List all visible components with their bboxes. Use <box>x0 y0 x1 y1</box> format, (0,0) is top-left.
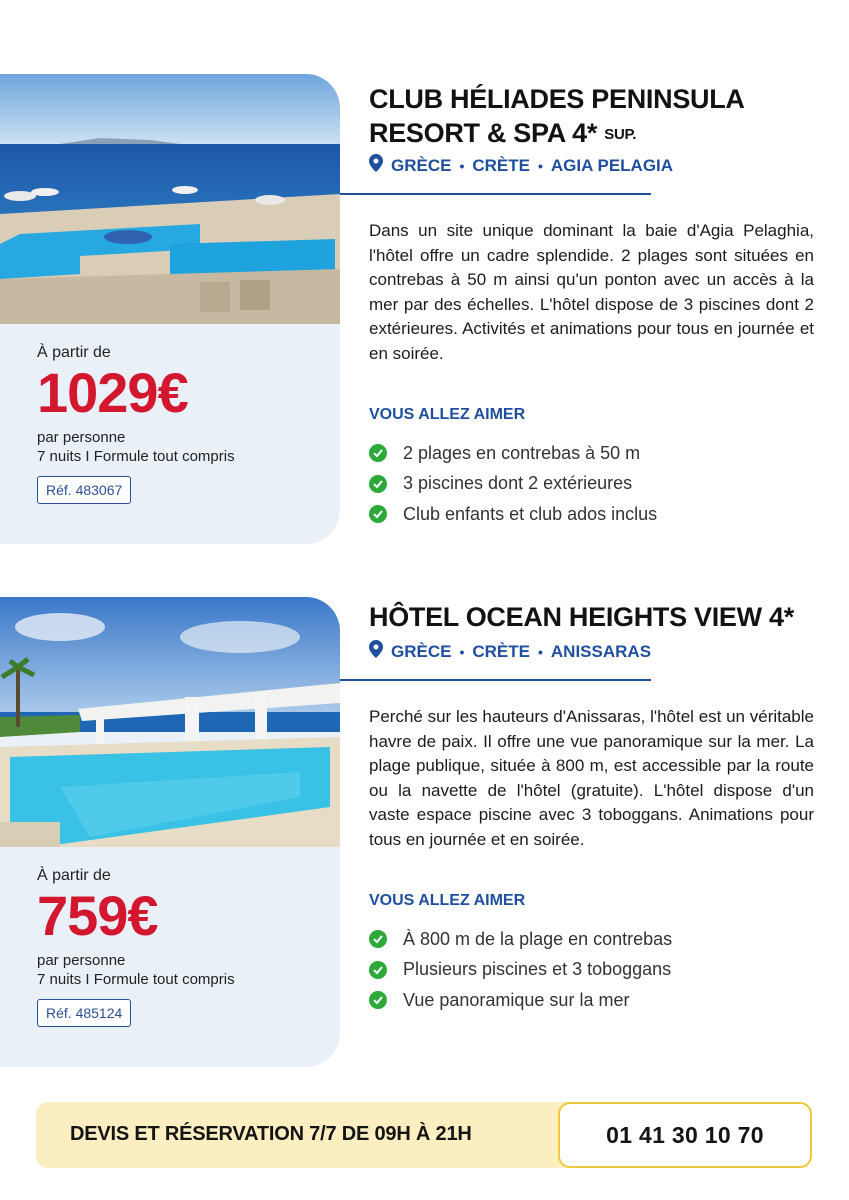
location-country: GRÈCE <box>391 641 452 661</box>
highlight-item <box>369 499 814 530</box>
divider <box>340 679 651 681</box>
hotel-info-2 <box>369 600 814 1016</box>
from-label: À partir de <box>37 867 111 884</box>
hotel-title-sup: SUP. <box>604 126 637 143</box>
booking-footer <box>36 1102 812 1168</box>
hotel-title <box>369 82 814 150</box>
highlight-text: 2 plages en contrebas à 50 m <box>403 442 641 463</box>
highlight-text: Club enfants et club ados inclus <box>403 503 658 524</box>
location-region: CRÈTE <box>472 155 530 175</box>
location-separator: • <box>538 643 543 660</box>
location-line <box>369 154 814 177</box>
price: 759€ <box>37 884 158 947</box>
highlight-text: 3 piscines dont 2 extérieures <box>403 473 633 494</box>
reference-badge: Réf. 483067 <box>37 476 131 504</box>
map-pin-icon <box>369 640 383 663</box>
reference-badge: Réf. 485124 <box>37 999 131 1027</box>
phone-box[interactable] <box>558 1102 812 1168</box>
highlights-title: VOUS ALLEZ AIMER <box>369 406 526 423</box>
hotel-description: Perché sur les hauteurs d'Anissaras, l'hôtel est un véritable havre de paix. Il offre une vue panoramique sur la mer. La plage publique, située à 800 m, est accessible par la route ou la navette de l'hôtel (gratuite). L'hôtel dispose d'un vaste espace piscine avec 3 toboggans. Animations pour tous en journée et en soirée. <box>369 707 814 849</box>
location-separator: • <box>538 157 543 174</box>
highlight-item <box>369 955 814 986</box>
highlights-title: VOUS ALLEZ AIMER <box>369 892 526 909</box>
location-town: ANISSARAS <box>550 641 652 661</box>
phone-number[interactable]: 01 41 30 10 70 <box>606 1121 764 1148</box>
highlight-text: À 800 m de la plage en contrebas <box>403 928 673 949</box>
hotel-photo-pool-terrace <box>0 597 340 847</box>
location-region: CRÈTE <box>472 641 530 661</box>
location-country: GRÈCE <box>391 155 452 175</box>
per-person: par personne <box>37 429 126 446</box>
hotel-photo-pool-sea <box>0 74 340 324</box>
hotel-card-1 <box>0 74 340 544</box>
check-circle-icon <box>369 505 387 523</box>
price-block <box>37 344 327 504</box>
highlight-item <box>369 469 814 500</box>
highlight-text: Vue panoramique sur la mer <box>403 989 630 1010</box>
hotel-title-line1: CLUB HÉLIADES PENINSULA <box>369 84 745 114</box>
check-circle-icon <box>369 991 387 1009</box>
location-separator: • <box>459 157 465 174</box>
hotel-info-1 <box>369 82 814 530</box>
check-circle-icon <box>369 961 387 979</box>
hotel-title: HÔTEL OCEAN HEIGHTS VIEW 4* <box>369 602 794 632</box>
hotel-title-line2: RESORT & SPA 4* <box>369 118 598 148</box>
hotel-description: Dans un site unique dominant la baie d'Agia Pelaghia, l'hôtel offre un cadre splendide. 2 plages sont situées en contrebas à 50 m ainsi qu'un ponton avec un accès à la mer par des échelles. L'hôtel dispose de 3 piscines dont 2 extérieures. Activités et animations pour tous en journée et en soirée. <box>369 221 814 363</box>
map-pin-icon <box>369 154 383 177</box>
highlights-list <box>369 924 814 1016</box>
price: 1029€ <box>37 361 188 424</box>
check-circle-icon <box>369 930 387 948</box>
highlight-item <box>369 985 814 1016</box>
highlight-item <box>369 438 814 469</box>
per-person: par personne <box>37 952 126 969</box>
check-circle-icon <box>369 475 387 493</box>
check-circle-icon <box>369 444 387 462</box>
location-town: AGIA PELAGIA <box>550 155 674 175</box>
highlight-text: Plusieurs piscines et 3 toboggans <box>403 959 672 980</box>
price-block <box>37 867 327 1027</box>
hotel-card-2 <box>0 597 340 1067</box>
highlights-list <box>369 438 814 530</box>
booking-hours-label: DEVIS ET RÉSERVATION 7/7 DE 09H À 21H <box>70 1123 472 1145</box>
divider <box>340 193 651 195</box>
from-label: À partir de <box>37 344 111 361</box>
location-line <box>369 640 814 663</box>
stay-details: 7 nuits I Formule tout compris <box>37 448 235 465</box>
highlight-item <box>369 924 814 955</box>
stay-details: 7 nuits I Formule tout compris <box>37 971 235 988</box>
location-separator: • <box>459 643 465 660</box>
